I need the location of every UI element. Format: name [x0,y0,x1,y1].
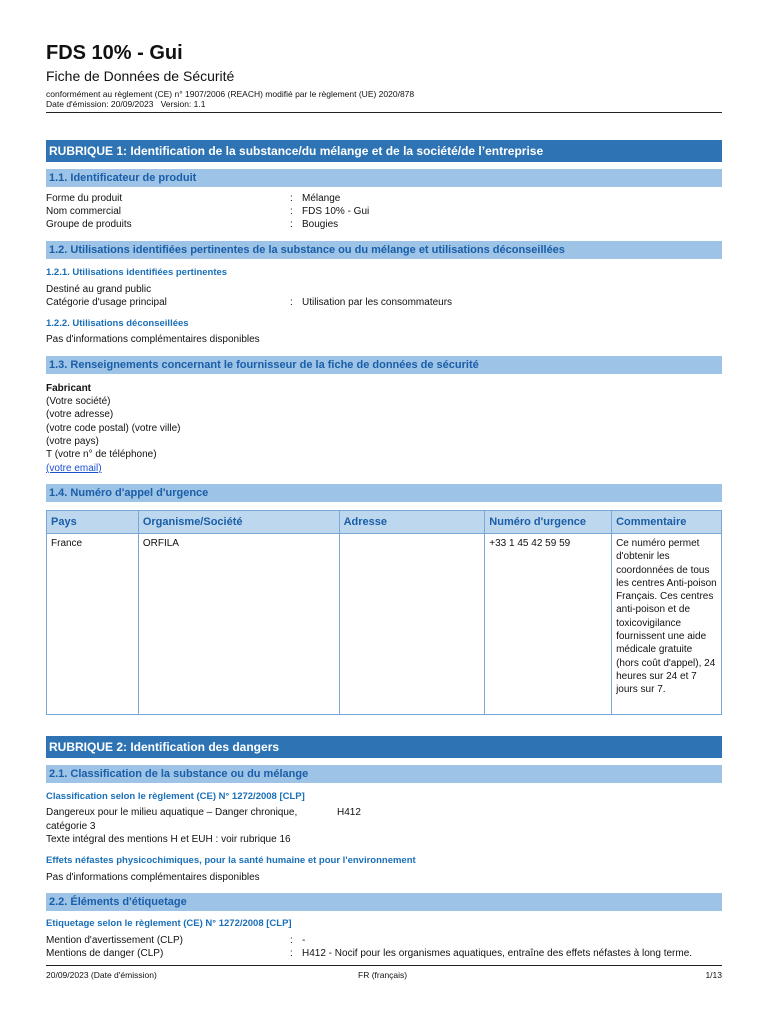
field-colon: : [290,935,293,946]
cell-commentaire: Ce numéro permet d'obtenir les coordonnées de tous les centres Anti-poison Français. Ces centres anti-poison et de toxicovigilance fournissent une aide médicale gratuite (hors coût d'appel), 24 heures sur 24 et 7 jours sur 7. [612,534,722,715]
footer-page-number: 1/13 [705,970,722,980]
document-subtitle: Fiche de Données de Sécurité [46,68,235,84]
fabricant-label: Fabricant [46,383,92,394]
regulation-note [46,89,414,109]
table-row [47,534,722,715]
field-value: H412 - Nocif pour les organismes aquatiques, entraîne des effets néfastes à long terme. [302,948,693,959]
column-header-pays: Pays [47,511,139,534]
supplier-line: (Votre société) [46,396,111,407]
clp-classification-header: Classification selon le règlement (CE) N° 1272/2008 [CLP] [46,791,305,802]
danger-class-line: catégorie 3 [46,821,96,832]
field-label: Nom commercial [46,206,122,217]
cell-adresse [339,534,485,715]
section-1-2-2-header: 1.2.2. Utilisations déconseillées [46,318,189,329]
field-label: Mention d'avertissement (CLP) [46,935,183,946]
cell-numero: +33 1 45 42 59 59 [485,534,612,715]
field-colon: : [290,193,293,204]
column-header-commentaire: Commentaire [612,511,722,534]
field-label: Mentions de danger (CLP) [46,948,164,959]
field-colon: : [290,219,293,230]
section-1-2-1-header: 1.2.1. Utilisations identifiées pertinentes [46,267,228,278]
header-divider [46,112,722,113]
field-colon: : [290,206,293,217]
column-header-adresse: Adresse [339,511,485,534]
no-info-text: Pas d'informations complémentaires disponibles [46,872,260,883]
section-1-3-header: 1.3. Renseignements concernant le fournisseur de la fiche de données de sécurité [46,356,722,374]
section-2-2-header: 2.2. Éléments d'étiquetage [46,893,722,911]
document-title: FDS 10% - Gui [46,42,183,64]
field-label: Forme du produit [46,193,123,204]
table-header-row [47,511,722,534]
footer-language: FR (français) [358,970,408,980]
field-value: - [302,935,306,946]
supplier-line: (votre pays) [46,436,99,447]
danger-class-line: Dangereux pour le milieu aquatique – Danger chronique, [46,807,298,818]
section-1-header: RUBRIQUE 1: Identification de la substance/du mélange et de la société/de l’entreprise [46,140,722,162]
issue-date: Date d'émission: 20/09/2023 [46,99,154,109]
field-value: Bougies [302,219,339,230]
effects-header: Effets néfastes physicochimiques, pour la santé humaine et pour l'environnement [46,855,416,866]
sds-page [46,0,722,1024]
regulation-text: conformément au règlement (CE) n° 1907/2006 (REACH) modifié par le règlement (UE) 2020/878 [46,89,415,99]
field-value: FDS 10% - Gui [302,206,370,217]
section-1-1-header: 1.1. Identificateur de produit [46,169,722,187]
cell-organisme: ORFILA [138,534,339,715]
field-value: Mélange [302,193,341,204]
column-header-organisme: Organisme/Société [138,511,339,534]
footer-date: 20/09/2023 (Date d'émission) [46,970,157,980]
field-value: Utilisation par les consommateurs [302,297,453,308]
field-label: Groupe de produits [46,219,132,230]
clp-labelling-header: Etiquetage selon le règlement (CE) N° 1272/2008 [CLP] [46,918,292,929]
field-colon: : [290,297,293,308]
supplier-line: T (votre n° de téléphone) [46,449,157,460]
footer-divider [46,965,722,966]
field-label: Catégorie d'usage principal [46,297,167,308]
field-colon: : [290,948,293,959]
section-1-4-header: 1.4. Numéro d'appel d'urgence [46,484,722,502]
issue-version-line [46,99,414,109]
full-text-note: Texte intégral des mentions H et EUH : voir rubrique 16 [46,834,291,845]
danger-code: H412 [337,807,361,818]
supplier-line: (votre adresse) [46,409,114,420]
column-header-numero: Numéro d'urgence [485,511,612,534]
emergency-table [46,510,722,715]
section-2-1-header: 2.1. Classification de la substance ou du mélange [46,765,722,783]
section-2-header: RUBRIQUE 2: Identification des dangers [46,736,722,758]
supplier-email-link[interactable]: (votre email) [46,463,102,474]
cell-pays: France [47,534,139,715]
no-info-text: Pas d'informations complémentaires disponibles [46,334,260,345]
public-text: Destiné au grand public [46,284,152,295]
version: Version: 1.1 [160,99,206,109]
supplier-line: (votre code postal) (votre ville) [46,423,181,434]
section-1-2-header: 1.2. Utilisations identifiées pertinentes de la substance ou du mélange et utilisations déconseillées [46,241,722,259]
